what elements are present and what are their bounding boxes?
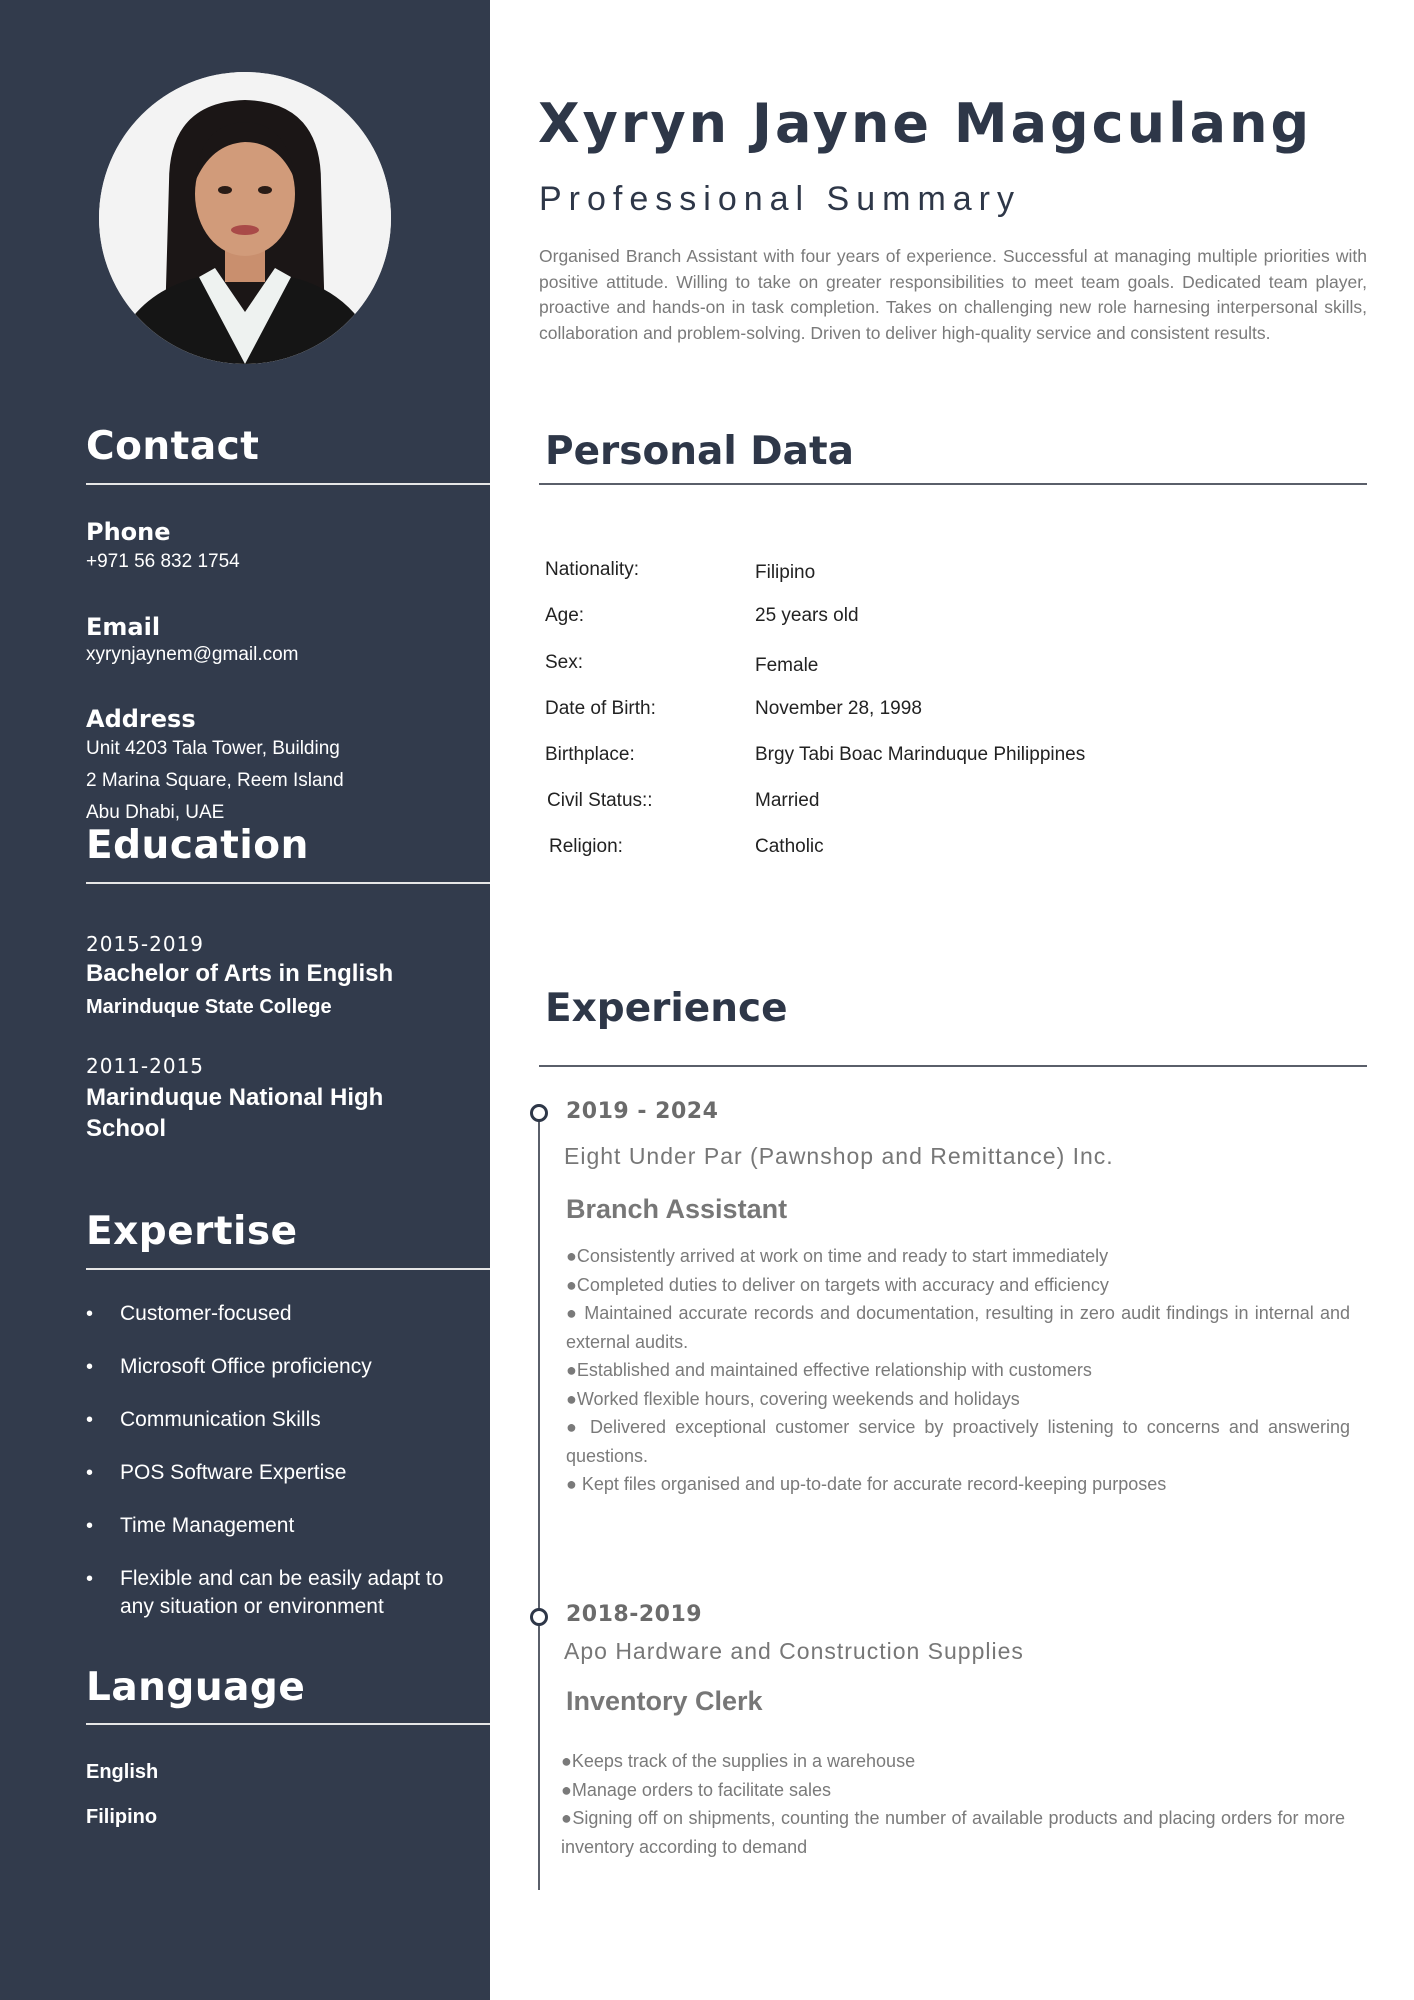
personal-data-label: Sex:: [545, 652, 584, 673]
job-duty: ●Consistently arrived at work on time and ready to start immediately: [566, 1246, 1109, 1266]
personal-data-label: Age:: [545, 605, 585, 626]
timeline-line: [538, 1112, 540, 1890]
language-heading: Language: [86, 1665, 306, 1710]
summary-text: Organised Branch Assistant with four years of experience. Successful at managing multiple priorities with positive attitude. Willing to take on greater responsibilities to meet team goals. Dedicated team player, proactive and hands-on in task completion. Takes on challenging new role harnesing interpersonal skills, collaboration and problem-solving. Driven to deliver high-quality service and consistent results.: [539, 246, 1367, 343]
expertise-divider: [86, 1268, 490, 1270]
education-degree: Marinduque National High School: [86, 1084, 384, 1142]
personal-data-value: 25 years old: [755, 605, 859, 626]
bullet-icon: •: [86, 1515, 94, 1537]
profile-photo: [99, 72, 391, 364]
personal-data-label: Nationality:: [545, 559, 639, 580]
bullet-icon: •: [86, 1409, 94, 1431]
job-duties: [561, 1747, 1345, 1861]
expertise-item: [86, 1300, 466, 1328]
education-degree: Bachelor of Arts in English: [86, 960, 394, 987]
job-duty: ●Keeps track of the supplies in a warehouse: [561, 1751, 916, 1771]
address-line: Unit 4203 Tala Tower, Building: [86, 738, 340, 759]
job-company: Eight Under Par (Pawnshop and Remittance) Inc.: [564, 1143, 1114, 1169]
bullet-icon: •: [86, 1303, 94, 1325]
bullet-icon: •: [86, 1568, 94, 1590]
personal-data-value: Female: [755, 655, 819, 676]
summary-heading: Professional Summary: [539, 180, 1022, 218]
candidate-name: Xyryn Jayne Magculang: [538, 92, 1313, 155]
personal-data-value: Catholic: [755, 836, 824, 857]
expertise-item: [86, 1459, 466, 1487]
address-value: [86, 733, 344, 829]
expertise-item-label: POS Software Expertise: [120, 1461, 347, 1484]
job-duty: ●Completed duties to deliver on targets with accuracy and efficiency: [566, 1274, 1109, 1295]
email-label: Email: [86, 613, 161, 641]
education-heading: Education: [86, 823, 309, 868]
personal-data-label: Civil Status::: [547, 790, 653, 811]
expertise-item-label: Communication Skills: [120, 1408, 321, 1431]
experience-heading: Experience: [545, 986, 788, 1031]
job-company: Apo Hardware and Construction Supplies: [564, 1638, 1024, 1664]
education-divider: [86, 882, 490, 884]
job-duty: ●Worked flexible hours, covering weekends and holidays: [566, 1388, 1020, 1409]
education-school: Marinduque State College: [86, 996, 332, 1018]
personal-data-value: Married: [755, 790, 820, 811]
job-duty: ●Established and maintained effective relationship with customers: [566, 1360, 1092, 1380]
expertise-item: [86, 1353, 466, 1381]
address-label: Address: [86, 705, 196, 733]
job-duty: ● Delivered exceptional customer service by proactively listening to concerns and answering questions.: [566, 1417, 1350, 1466]
personal-data-label: Religion:: [549, 836, 623, 857]
job-duties: [566, 1242, 1350, 1499]
contact-divider: [86, 483, 490, 485]
expertise-list: [86, 1300, 466, 1646]
education-years: 2015-2019: [86, 932, 205, 956]
expertise-item: [86, 1406, 466, 1434]
expertise-item-label: Customer-focused: [120, 1302, 292, 1325]
job-duty: ●Signing off on shipments, counting the number of available products and placing orders for more inventory according to demand: [561, 1808, 1345, 1857]
personal-data-label: Birthplace:: [545, 744, 635, 765]
job-role: Inventory Clerk: [566, 1686, 763, 1716]
personal-data-value: November 28, 1998: [755, 698, 922, 719]
bullet-icon: •: [86, 1356, 94, 1378]
job-duty: ● Maintained accurate records and documentation, resulting in zero audit findings in internal and external audits.: [566, 1303, 1350, 1352]
language-divider: [86, 1723, 490, 1725]
expertise-heading: Expertise: [86, 1209, 298, 1254]
personal-data-value: Filipino: [755, 562, 816, 583]
language-item: Filipino: [86, 1806, 158, 1828]
phone-value: +971 56 832 1754: [86, 551, 240, 572]
expertise-item: [86, 1565, 466, 1621]
job-role: Branch Assistant: [566, 1194, 788, 1224]
expertise-item: [86, 1512, 466, 1540]
address-line: 2 Marina Square, Reem Island: [86, 770, 344, 791]
phone-label: Phone: [86, 518, 171, 546]
contact-heading: Contact: [86, 424, 260, 469]
job-years: 2019 - 2024: [566, 1099, 719, 1124]
education-years: 2011-2015: [86, 1054, 205, 1078]
expertise-item-label: Time Management: [120, 1514, 295, 1537]
timeline-node: [530, 1104, 548, 1122]
expertise-item-label: Microsoft Office proficiency: [120, 1355, 372, 1378]
personal-data-value: Brgy Tabi Boac Marinduque Philippines: [755, 744, 1086, 765]
timeline-node: [530, 1608, 548, 1626]
expertise-item-label: Flexible and can be easily adapt to any situation or environment: [120, 1567, 444, 1618]
language-item: English: [86, 1761, 159, 1783]
experience-divider: [539, 1065, 1367, 1067]
address-line: Abu Dhabi, UAE: [86, 802, 225, 823]
personal-data-divider: [539, 483, 1367, 485]
job-duty: ● Kept files organised and up-to-date for accurate record-keeping purposes: [566, 1474, 1167, 1494]
email-value: xyrynjaynem@gmail.com: [86, 644, 299, 665]
job-duty: ●Manage orders to facilitate sales: [561, 1779, 832, 1800]
profile-photo-image: [99, 72, 391, 364]
personal-data-label: Date of Birth:: [545, 698, 656, 719]
sidebar: [0, 0, 490, 2000]
bullet-icon: •: [86, 1462, 94, 1484]
job-years: 2018-2019: [566, 1602, 703, 1627]
personal-data-heading: Personal Data: [545, 429, 854, 474]
